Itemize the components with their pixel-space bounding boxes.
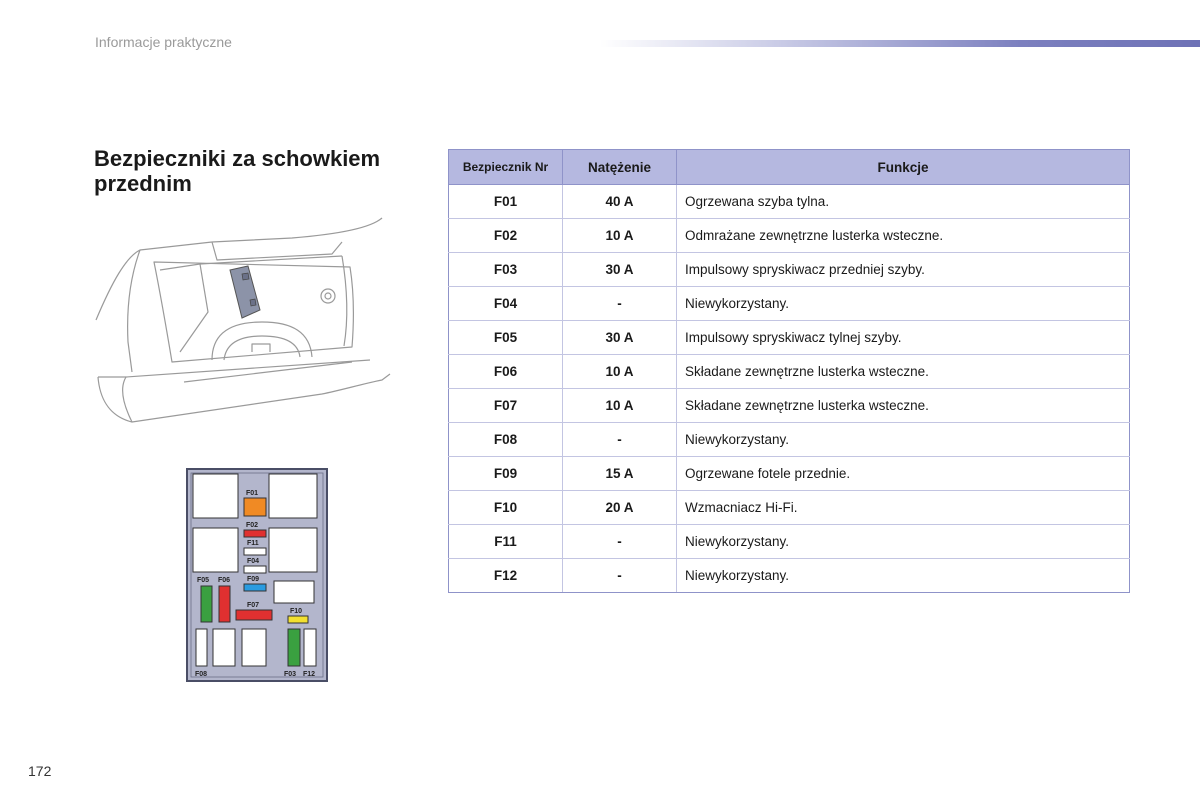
- glovebox-illustration: [92, 212, 392, 437]
- fuse-f02: [244, 530, 266, 537]
- table-row: [449, 491, 1130, 525]
- fuse-number: F05: [449, 321, 563, 355]
- fuse-f11: [244, 548, 266, 555]
- fuse-label-f09: F09: [247, 576, 260, 583]
- fuse-label-f06: F06: [218, 577, 231, 584]
- table-row: [449, 219, 1130, 253]
- fuse-number: F07: [449, 389, 563, 423]
- column-header-amperage: Natężenie: [563, 150, 677, 185]
- fuse-label-f03: F03: [284, 671, 297, 678]
- fuse-amperage: -: [563, 423, 677, 457]
- fuse-number: F01: [449, 185, 563, 219]
- fuse-function: Odmrażane zewnętrzne lusterka wsteczne.: [677, 219, 1130, 253]
- table-row: [449, 423, 1130, 457]
- column-header-functions: Funkcje: [677, 150, 1130, 185]
- fuse-label-f01: F01: [246, 490, 259, 497]
- page-title: Bezpieczniki za schowkiem przednim: [94, 146, 381, 196]
- table-row: [449, 185, 1130, 219]
- fuse-number: F09: [449, 457, 563, 491]
- table-row: [449, 457, 1130, 491]
- table-row: [449, 321, 1130, 355]
- fuse-number: F04: [449, 287, 563, 321]
- table-row: [449, 287, 1130, 321]
- fuse-table: [448, 149, 1130, 593]
- fuse-function: Ogrzewana szyba tylna.: [677, 185, 1130, 219]
- fuse-function: Impulsowy spryskiwacz tylnej szyby.: [677, 321, 1130, 355]
- fuse-amperage: 10 A: [563, 389, 677, 423]
- fuse-label-f04: F04: [247, 558, 260, 565]
- fuse-amperage: -: [563, 287, 677, 321]
- fuse-f05: [201, 586, 212, 622]
- fuse-function: Wzmacniacz Hi-Fi.: [677, 491, 1130, 525]
- column-header-fuse-number: Bezpiecznik Nr: [449, 150, 563, 185]
- fuse-amperage: 10 A: [563, 355, 677, 389]
- fuse-function: Niewykorzystany.: [677, 525, 1130, 559]
- fuse-number: F11: [449, 525, 563, 559]
- fuse-number: F08: [449, 423, 563, 457]
- fuse-f01: [244, 498, 266, 516]
- fuse-function: Składane zewnętrzne lusterka wsteczne.: [677, 389, 1130, 423]
- fuse-f07: [236, 610, 272, 620]
- fuse-f09: [244, 584, 266, 591]
- fuse-label-f05: F05: [197, 577, 210, 584]
- fuse-function: Niewykorzystany.: [677, 287, 1130, 321]
- fuse-amperage: 10 A: [563, 219, 677, 253]
- table-row: [449, 355, 1130, 389]
- fuse-f03: [288, 629, 300, 666]
- fusebox-cover-highlight: [230, 266, 260, 318]
- fuse-amperage: 20 A: [563, 491, 677, 525]
- fuse-function: Składane zewnętrzne lusterka wsteczne.: [677, 355, 1130, 389]
- fuse-number: F02: [449, 219, 563, 253]
- fuse-amperage: 40 A: [563, 185, 677, 219]
- table-row: [449, 525, 1130, 559]
- fuse-f06: [219, 586, 230, 622]
- fuse-amperage: -: [563, 525, 677, 559]
- fuse-label-f10: F10: [290, 608, 303, 615]
- fuse-label-f07: F07: [247, 602, 260, 609]
- table-row: [449, 389, 1130, 423]
- fuse-number: F12: [449, 559, 563, 593]
- table-header-row: [449, 150, 1130, 185]
- fuse-amperage: 15 A: [563, 457, 677, 491]
- fuse-label-f02: F02: [246, 522, 259, 529]
- fuse-function: Ogrzewane fotele przednie.: [677, 457, 1130, 491]
- fuse-number: F06: [449, 355, 563, 389]
- fuse-function: Niewykorzystany.: [677, 559, 1130, 593]
- fuse-function: Impulsowy spryskiwacz przedniej szyby.: [677, 253, 1130, 287]
- fuse-label-f11: F11: [247, 540, 259, 547]
- section-header: Informacje praktyczne: [95, 34, 232, 50]
- fuse-f12: [304, 629, 316, 666]
- fuse-amperage: 30 A: [563, 321, 677, 355]
- fuse-amperage: 30 A: [563, 253, 677, 287]
- fusebox-diagram: [186, 468, 328, 682]
- table-row: [449, 559, 1130, 593]
- page-number: 172: [28, 763, 52, 779]
- fuse-function: Niewykorzystany.: [677, 423, 1130, 457]
- fuse-f04: [244, 566, 266, 573]
- fuse-label-f08: F08: [195, 671, 208, 678]
- fuse-amperage: -: [563, 559, 677, 593]
- fuse-number: F10: [449, 491, 563, 525]
- fuse-number: F03: [449, 253, 563, 287]
- header-decorative-bar: [600, 40, 1200, 47]
- fuse-f10: [288, 616, 308, 623]
- table-row: [449, 253, 1130, 287]
- fuse-label-f12: F12: [303, 671, 316, 678]
